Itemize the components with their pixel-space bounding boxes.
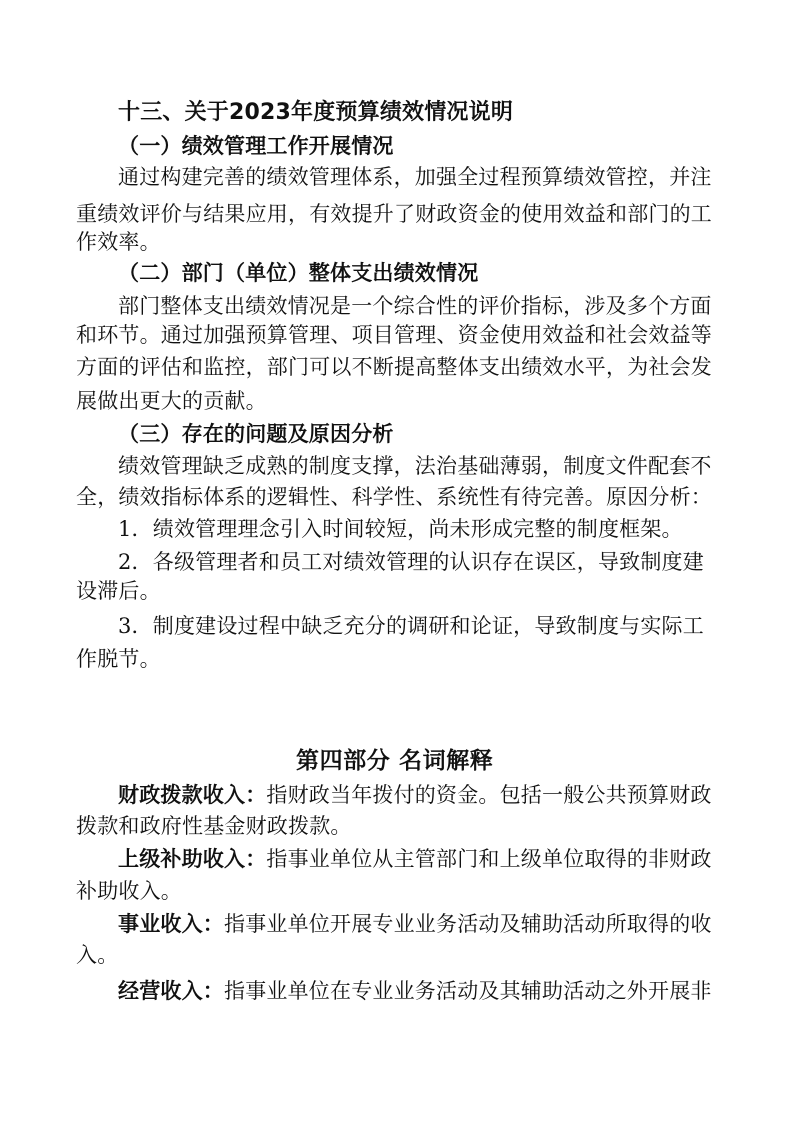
subsection-heading-2: （二）部门（单位）整体支出绩效情况 xyxy=(118,261,479,285)
term-label: 财政拨款收入： xyxy=(118,783,267,807)
term-entry-2 xyxy=(118,844,712,874)
paragraph-line: 展做出更大的贡献。 xyxy=(76,389,267,413)
term-entry-4 xyxy=(118,976,712,1006)
term-definition-cont: 补助收入。 xyxy=(76,879,182,903)
paragraph-line: 和环节。通过加强预算管理、项目管理、资金使用效益和社会效益等 xyxy=(76,323,712,347)
term-definition: 指财政当年拨付的资金。包括一般公共预算财政 xyxy=(266,783,712,807)
term-label: 上级补助收入： xyxy=(118,847,267,871)
list-item-2-cont: 设滞后。 xyxy=(76,579,161,603)
section-heading: 十三、关于2023年度预算绩效情况说明 xyxy=(118,100,514,125)
list-item-2: 2．各级管理者和员工对绩效管理的认识存在误区，导致制度建 xyxy=(118,550,704,574)
term-definition-cont: 拨款和政府性基金财政拨款。 xyxy=(76,814,352,838)
term-entry-3 xyxy=(118,909,712,939)
subsection-heading-1: （一）绩效管理工作开展情况 xyxy=(118,134,394,158)
term-label: 事业收入： xyxy=(118,912,224,936)
term-definition: 指事业单位从主管部门和上级单位取得的非财政 xyxy=(266,847,712,871)
term-entry-1 xyxy=(118,780,712,810)
list-item-3-cont: 作脱节。 xyxy=(76,647,161,671)
paragraph-line: 绩效管理缺乏成熟的制度支撑，法治基础薄弱，制度文件配套不 xyxy=(118,454,712,478)
term-definition-cont: 入。 xyxy=(76,943,119,967)
subsection-heading-3: （三）存在的问题及原因分析 xyxy=(118,422,394,446)
paragraph-line: 作效率。 xyxy=(76,230,161,254)
term-definition: 指事业单位在专业业务活动及其辅助活动之外开展非 xyxy=(224,979,712,1003)
part-heading: 第四部分 名词解释 xyxy=(296,748,494,774)
list-item-3: 3．制度建设过程中缺乏充分的调研和论证，导致制度与实际工 xyxy=(118,614,704,638)
list-item-1: 1．绩效管理理念引入时间较短，尚未形成完整的制度框架。 xyxy=(118,517,683,541)
paragraph-line: 方面的评估和监控，部门可以不断提高整体支出绩效水平，为社会发 xyxy=(76,355,712,379)
term-definition: 指事业单位开展专业业务活动及辅助活动所取得的收 xyxy=(224,912,712,936)
paragraph-line: 全，绩效指标体系的逻辑性、科学性、系统性有待完善。原因分析： xyxy=(76,485,712,509)
paragraph-line: 部门整体支出绩效情况是一个综合性的评价指标，涉及多个方面 xyxy=(118,294,712,318)
paragraph-line: 重绩效评价与结果应用，有效提升了财政资金的使用效益和部门的工 xyxy=(76,202,712,226)
paragraph-line: 通过构建完善的绩效管理体系，加强全过程预算绩效管控，并注 xyxy=(118,165,712,189)
term-label: 经营收入： xyxy=(118,979,224,1003)
